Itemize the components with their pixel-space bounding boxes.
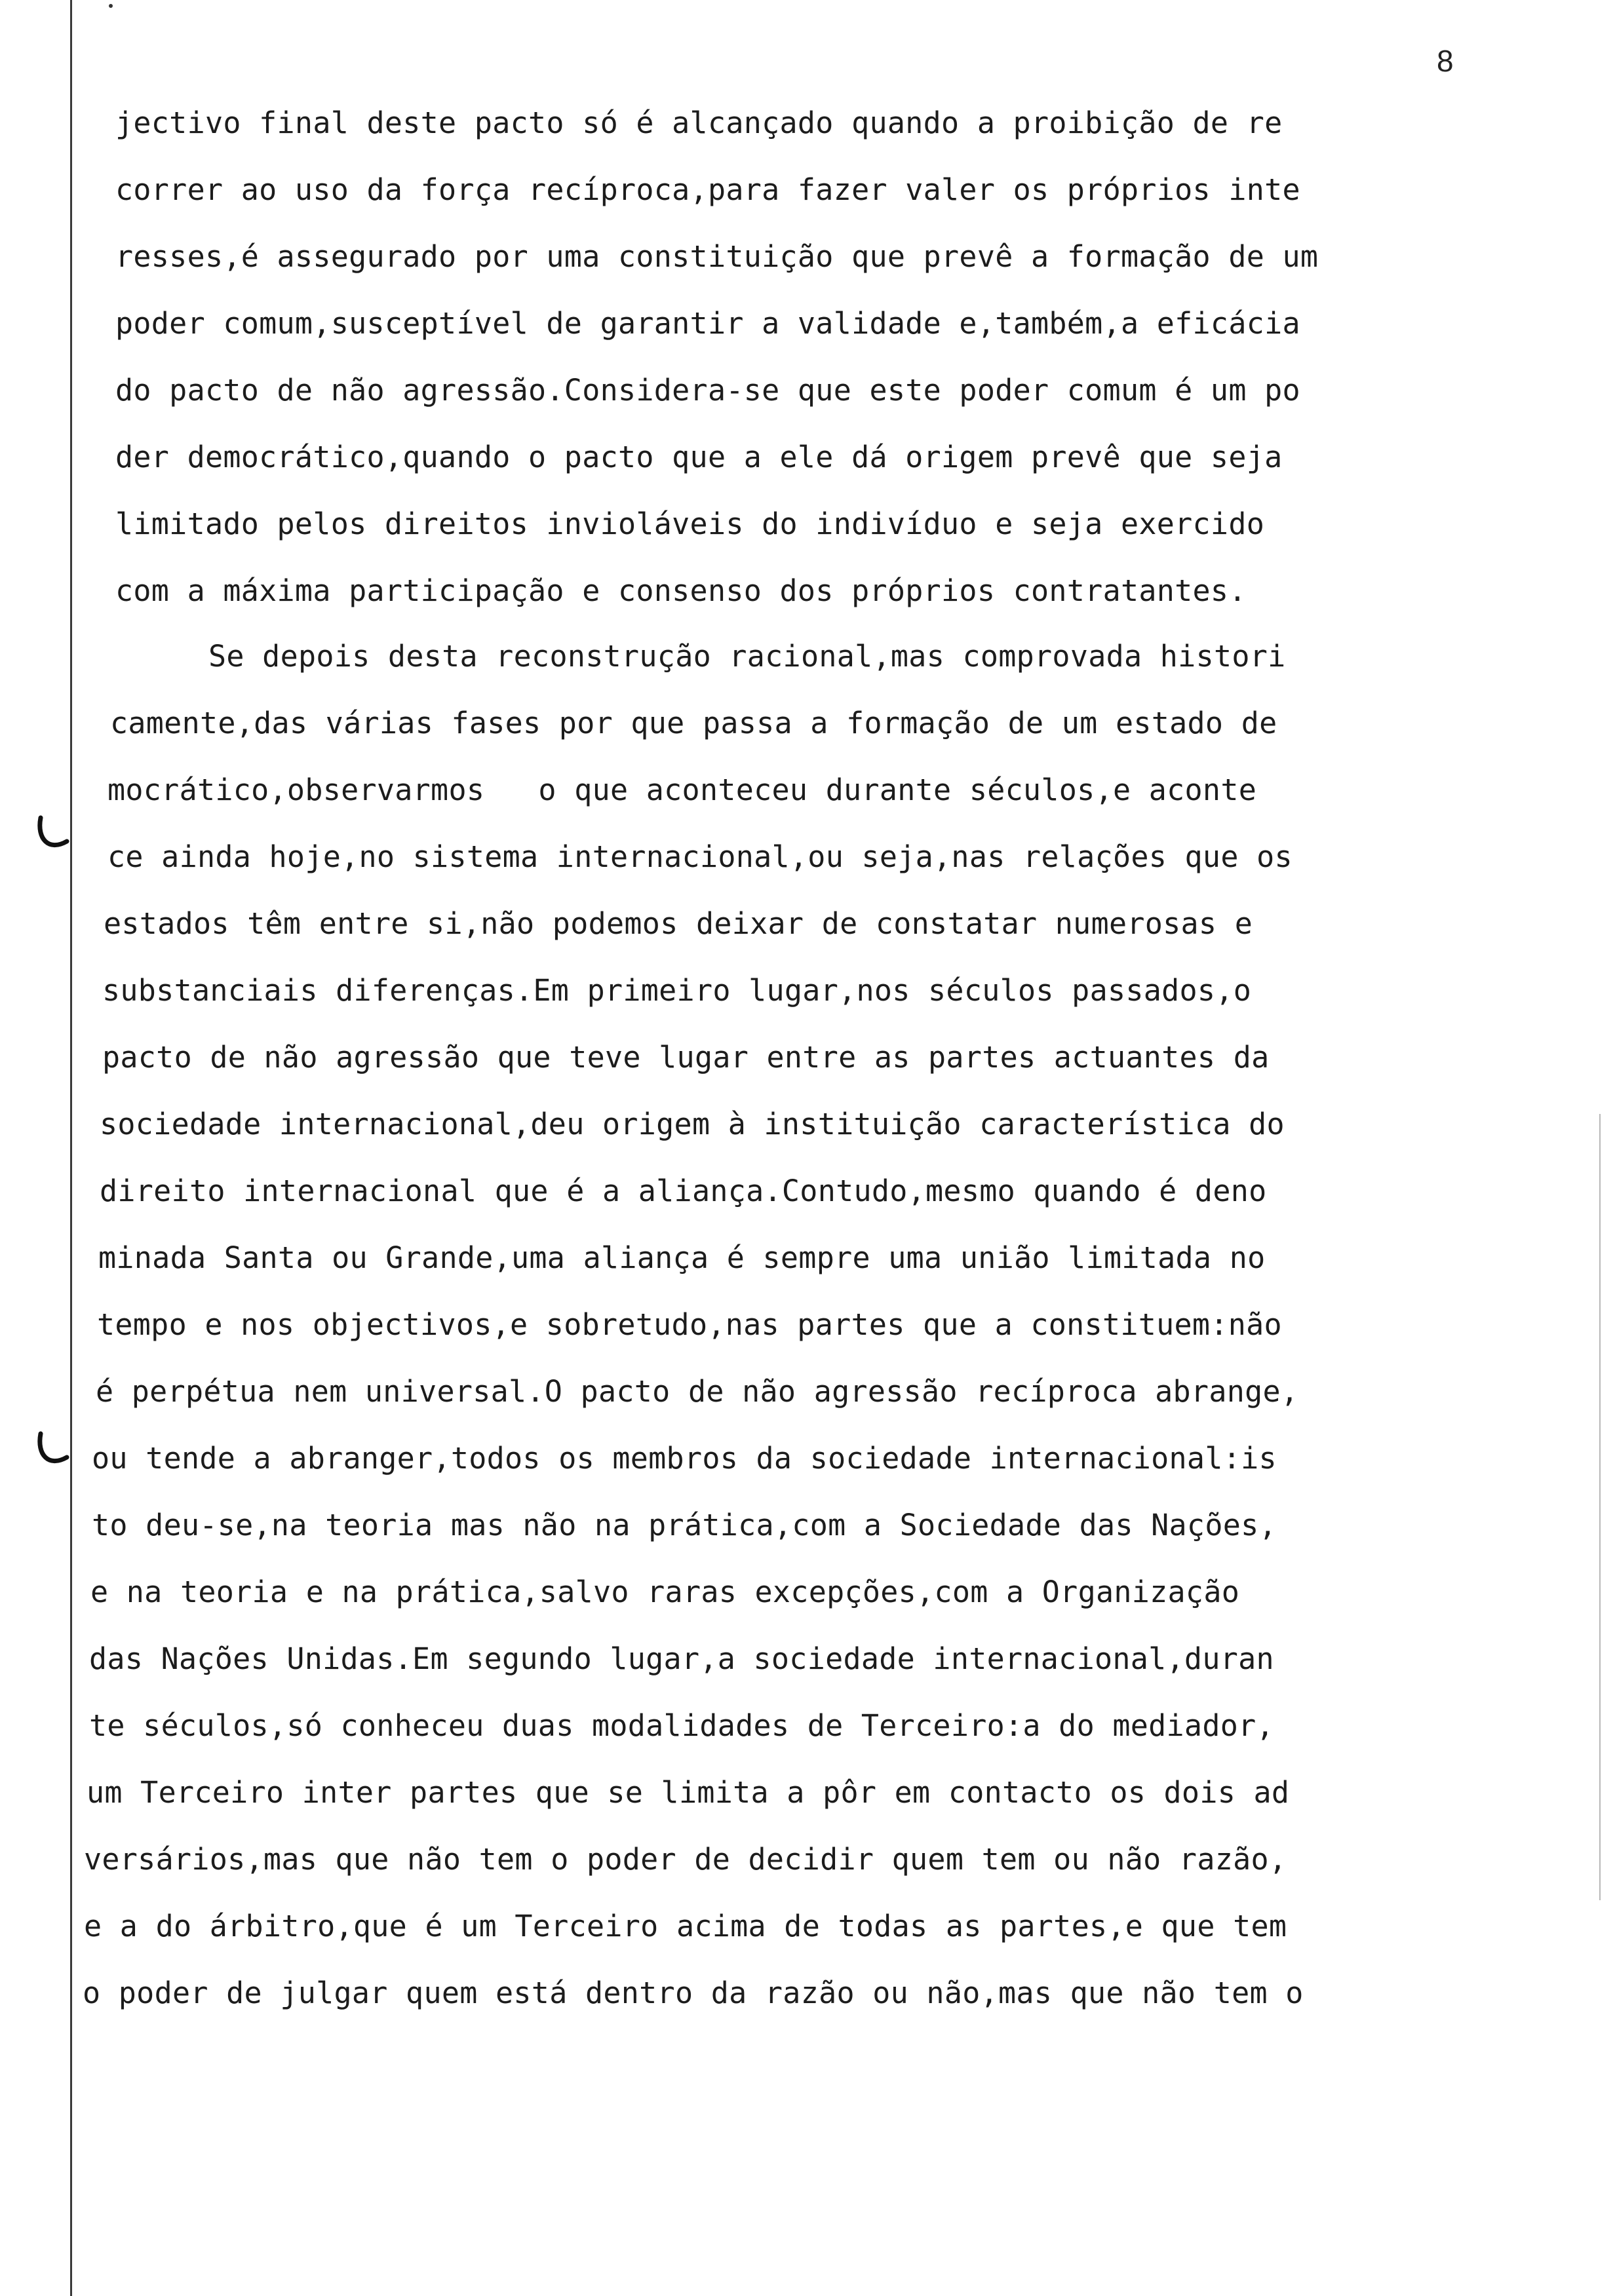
text-line: correr ao uso da força recíproca,para fazer valer os próprios inte: [115, 172, 1300, 207]
left-margin-rule: [70, 0, 72, 2296]
text-line: limitado pelos direitos invioláveis do indivíduo e seja exercido: [115, 507, 1265, 541]
margin-hook-mark: [34, 813, 71, 854]
page-number: 8: [1437, 44, 1454, 78]
margin-hook-mark: [34, 1428, 71, 1470]
text-line: substanciais diferenças.Em primeiro lugar,nos séculos passados,o: [102, 973, 1252, 1008]
text-line: Se depois desta reconstrução racional,mas comprovada histori: [208, 639, 1286, 674]
text-line: poder comum,susceptível de garantir a validade e,também,a eficácia: [115, 306, 1300, 341]
text-line: tempo e nos objectivos,e sobretudo,nas partes que a constituem:não: [97, 1307, 1282, 1342]
text-line: der democrático,quando o pacto que a ele dá origem prevê que seja: [115, 440, 1283, 474]
text-line: to deu-se,na teoria mas não na prática,com a Sociedade das Nações,: [92, 1508, 1277, 1542]
text-line: mocrático,observarmos o que aconteceu durante séculos,e aconte: [107, 773, 1257, 807]
text-line: das Nações Unidas.Em segundo lugar,a sociedade internacional,duran: [89, 1641, 1274, 1676]
text-line: ce ainda hoje,no sistema internacional,ou seja,nas relações que os: [107, 839, 1293, 874]
text-line: minada Santa ou Grande,uma aliança é sempre uma união limitada no: [98, 1240, 1266, 1275]
text-line: te séculos,só conheceu duas modalidades de Terceiro:a do mediador,: [89, 1708, 1274, 1743]
ink-speck: [109, 4, 113, 8]
text-line: do pacto de não agressão.Considera-se que este poder comum é um po: [115, 373, 1300, 408]
text-line: e a do árbitro,que é um Terceiro acima de todas as partes,e que tem: [84, 1909, 1287, 1943]
text-line: jectivo final deste pacto só é alcançado quando a proibição de re: [115, 105, 1283, 140]
text-line: ou tende a abranger,todos os membros da sociedade internacional:is: [92, 1441, 1277, 1476]
text-line: é perpétua nem universal.O pacto de não agressão recíproca abrange,: [96, 1374, 1299, 1409]
text-line: o poder de julgar quem está dentro da razão ou não,mas que não tem o: [83, 1976, 1304, 2010]
text-line: sociedade internacional,deu origem à instituição característica do: [100, 1107, 1285, 1141]
text-line: camente,das várias fases por que passa a formação de um estado de: [110, 706, 1277, 740]
text-line: estados têm entre si,não podemos deixar de constatar numerosas e: [104, 906, 1253, 941]
text-line: pacto de não agressão que teve lugar entre as partes actuantes da: [102, 1040, 1270, 1075]
right-edge-rule: [1599, 1114, 1601, 1900]
text-line: direito internacional que é a aliança.Contudo,mesmo quando é deno: [100, 1174, 1267, 1208]
text-line: com a máxima participação e consenso dos próprios contratantes.: [115, 573, 1247, 608]
text-line: um Terceiro inter partes que se limita a pôr em contacto os dois ad: [87, 1775, 1290, 1810]
text-line: e na teoria e na prática,salvo raras excepções,com a Organização: [90, 1575, 1240, 1609]
text-line: versários,mas que não tem o poder de decidir quem tem ou não razão,: [84, 1842, 1287, 1877]
text-line: resses,é assegurado por uma constituição que prevê a formação de um: [115, 239, 1319, 274]
